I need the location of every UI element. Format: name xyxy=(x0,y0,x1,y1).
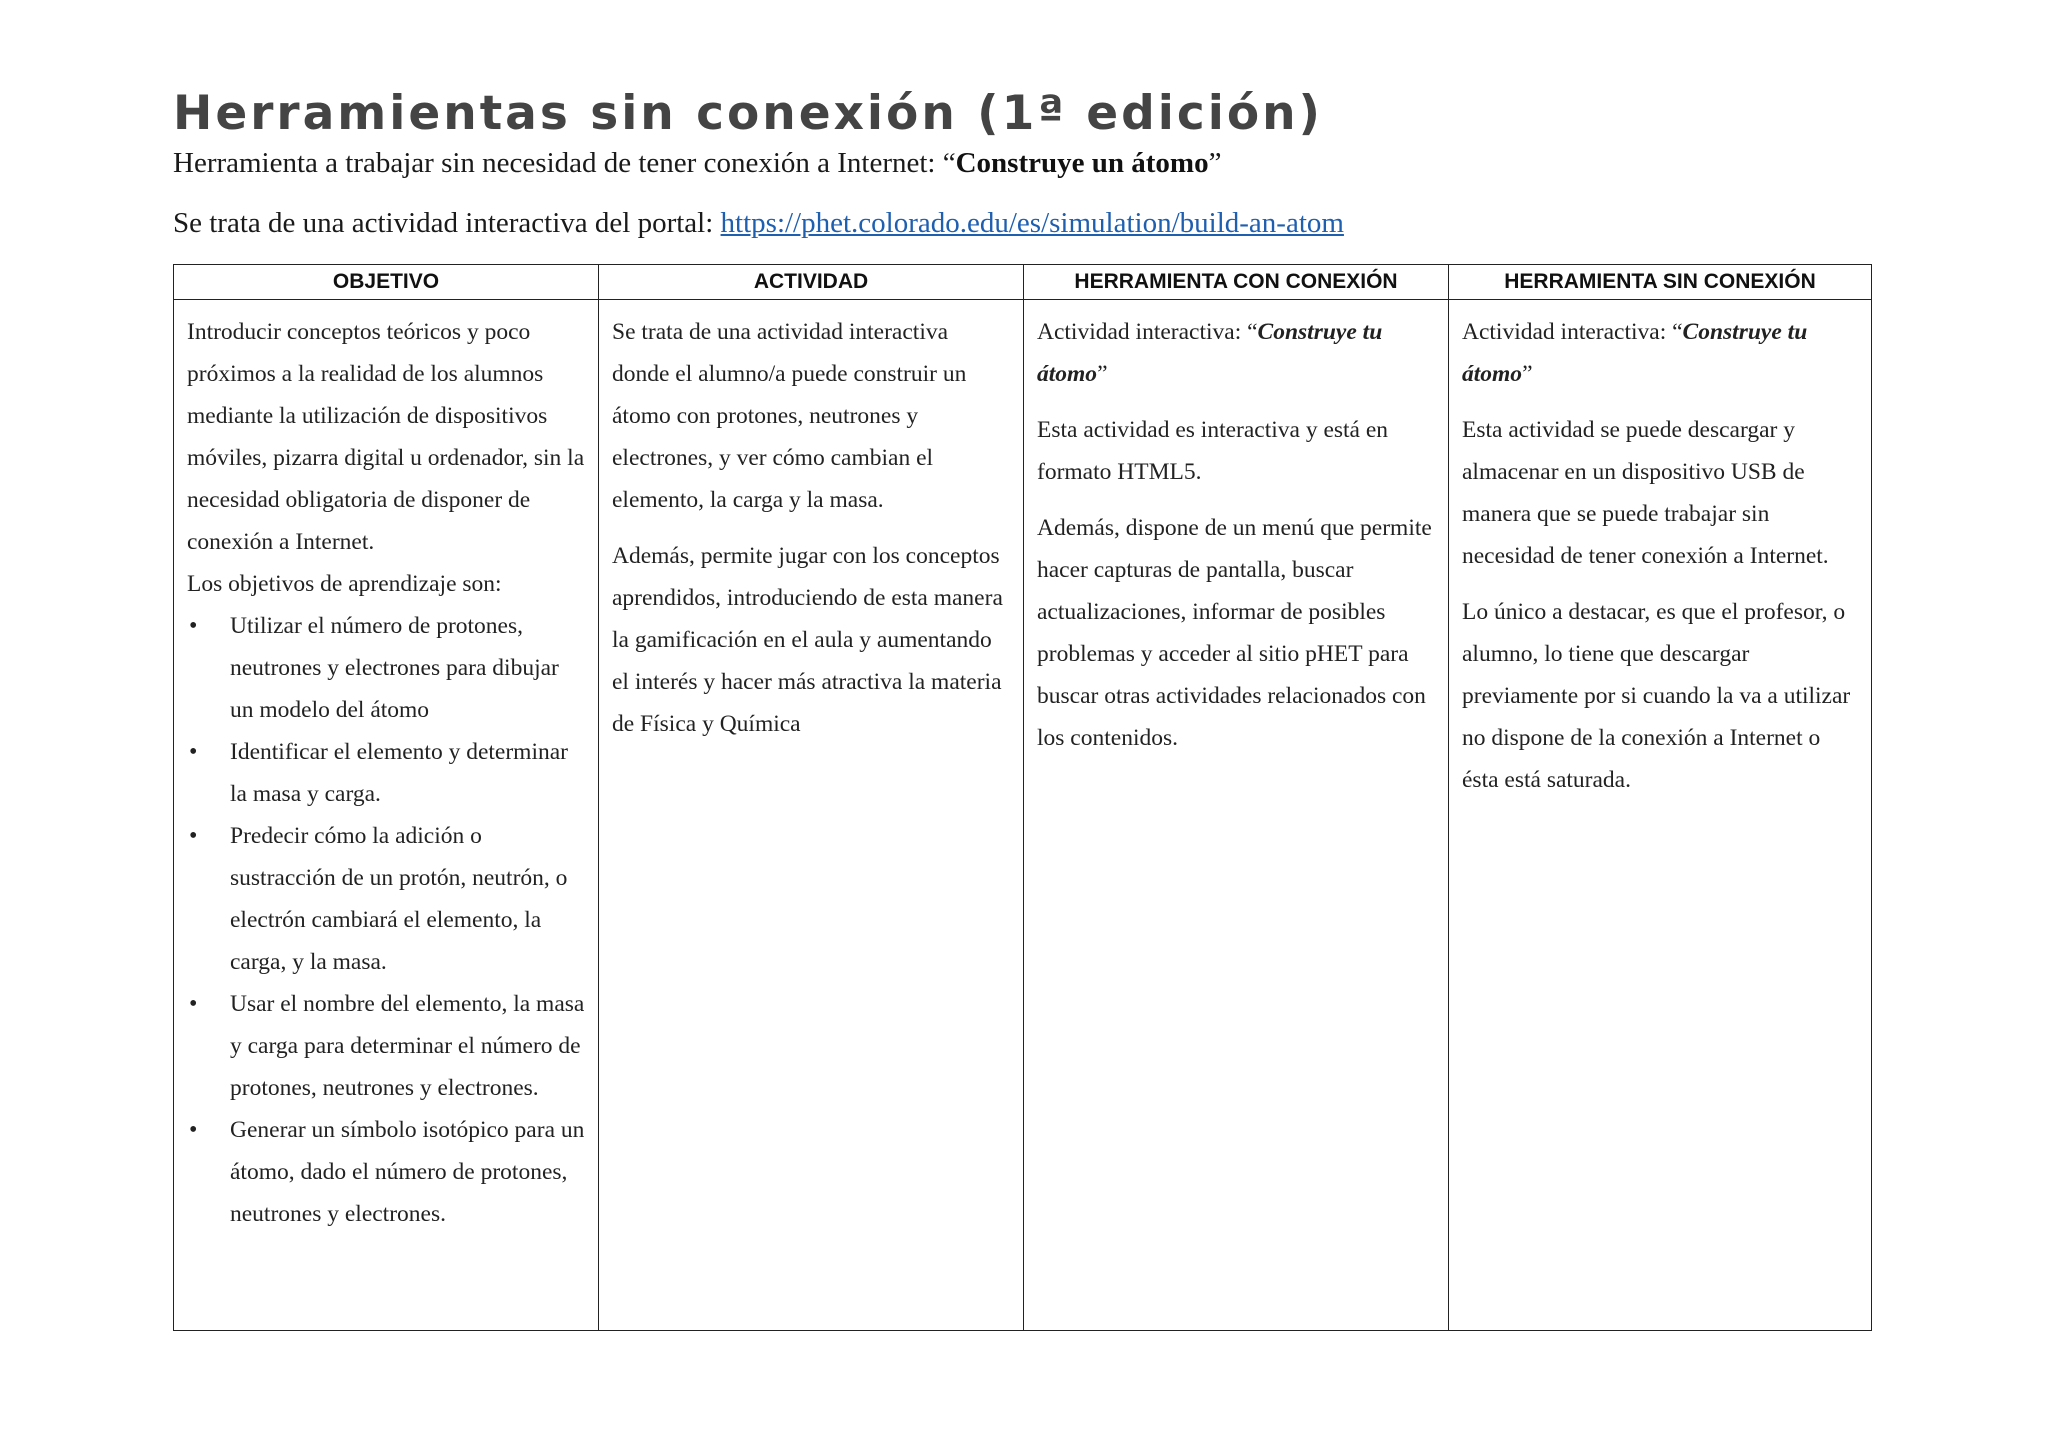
list-item: • Identificar el elemento y determinar la masa y carga. xyxy=(230,731,586,815)
objetivo-intro: Introducir conceptos teóricos y poco próximos a la realidad de los alumnos mediante la utilización de dispositivos móviles, pizarra digital u ordenador, sin la necesidad obligatoria de disponer de conexión a Internet. xyxy=(187,319,585,555)
sin-conexion-paragraph-1: Esta actividad se puede descargar y almacenar en un dispositivo USB de manera que se puede trabajar sin necesidad de tener conexión a Internet. xyxy=(1462,417,1829,569)
table-header-row xyxy=(174,265,1872,300)
list-item: • Generar un símbolo isotópico para un átomo, dado el número de protones, neutrones y electrones. xyxy=(230,1109,586,1235)
cell-actividad xyxy=(599,300,1024,1331)
table-row xyxy=(174,300,1872,1331)
cell-objetivo xyxy=(174,300,599,1331)
cell-con-conexion xyxy=(1024,300,1449,1331)
sin-conexion-title xyxy=(1462,311,1859,395)
cell-sin-conexion xyxy=(1449,300,1872,1331)
sin-conexion-paragraph-2: Lo único a destacar, es que el profesor, o alumno, lo tiene que descargar previamente por si cuando la va a utilizar no dispone de la conexión a Internet o ésta está saturada. xyxy=(1462,599,1851,793)
column-header-objetivo: OBJETIVO xyxy=(174,265,599,300)
subtitle-tool-name: Construye un átomo xyxy=(955,147,1209,179)
portal-line xyxy=(173,207,1344,240)
list-item: • Utilizar el número de protones, neutrones y electrones para dibujar un modelo del átomo xyxy=(230,605,586,731)
con-conexion-title-prefix: Actividad interactiva: “ xyxy=(1037,319,1258,345)
list-item: • Usar el nombre del elemento, la masa y carga para determinar el número de protones, neutrones y electrones. xyxy=(230,983,586,1109)
sin-conexion-activity-name: Construye tu átomo xyxy=(1462,319,1808,387)
objetivo-goals-list xyxy=(187,605,586,1235)
actividad-paragraph-2: Además, permite jugar con los conceptos aprendidos, introduciendo de esta manera la gamificación en el aula y aumentando el interés y hacer más atractiva la materia de Física y Química xyxy=(612,543,1003,737)
page-title: Herramientas sin conexión (1ª edición) xyxy=(173,86,1324,141)
con-conexion-activity-name: Construye tu átomo xyxy=(1037,319,1383,387)
column-header-actividad: ACTIVIDAD xyxy=(599,265,1024,300)
column-header-con-conexion: HERRAMIENTA CON CONEXIÓN xyxy=(1024,265,1449,300)
portal-prefix: Se trata de una actividad interactiva del portal: xyxy=(173,207,721,239)
column-header-sin-conexion: HERRAMIENTA SIN CONEXIÓN xyxy=(1449,265,1872,300)
subtitle-prefix: Herramienta a trabajar sin necesidad de tener conexión a Internet: “ xyxy=(173,147,956,179)
sin-conexion-title-suffix: ” xyxy=(1522,361,1533,387)
objetivo-goals-heading: Los objetivos de aprendizaje son: xyxy=(187,571,502,597)
tools-table xyxy=(173,264,1872,1331)
con-conexion-title-suffix: ” xyxy=(1097,361,1108,387)
subtitle xyxy=(173,147,1221,180)
con-conexion-title xyxy=(1037,311,1436,395)
list-item: • Predecir cómo la adición o sustracción de un protón, neutrón, o electrón cambiará el elemento, la carga, y la masa. xyxy=(230,815,586,983)
actividad-paragraph-1: Se trata de una actividad interactiva donde el alumno/a puede construir un átomo con protones, neutrones y electrones, y ver cómo cambian el elemento, la carga y la masa. xyxy=(612,319,967,513)
subtitle-suffix: ” xyxy=(1208,147,1222,179)
sin-conexion-title-prefix: Actividad interactiva: “ xyxy=(1462,319,1683,345)
con-conexion-paragraph-1: Esta actividad es interactiva y está en formato HTML5. xyxy=(1037,417,1389,485)
portal-link[interactable]: https://phet.colorado.edu/es/simulation/build-an-atom xyxy=(720,207,1344,239)
con-conexion-paragraph-2: Además, dispone de un menú que permite hacer capturas de pantalla, buscar actualizaciones, informar de posibles problemas y acceder al sitio pHET para buscar otras actividades relacionados con los contenidos. xyxy=(1037,515,1432,751)
